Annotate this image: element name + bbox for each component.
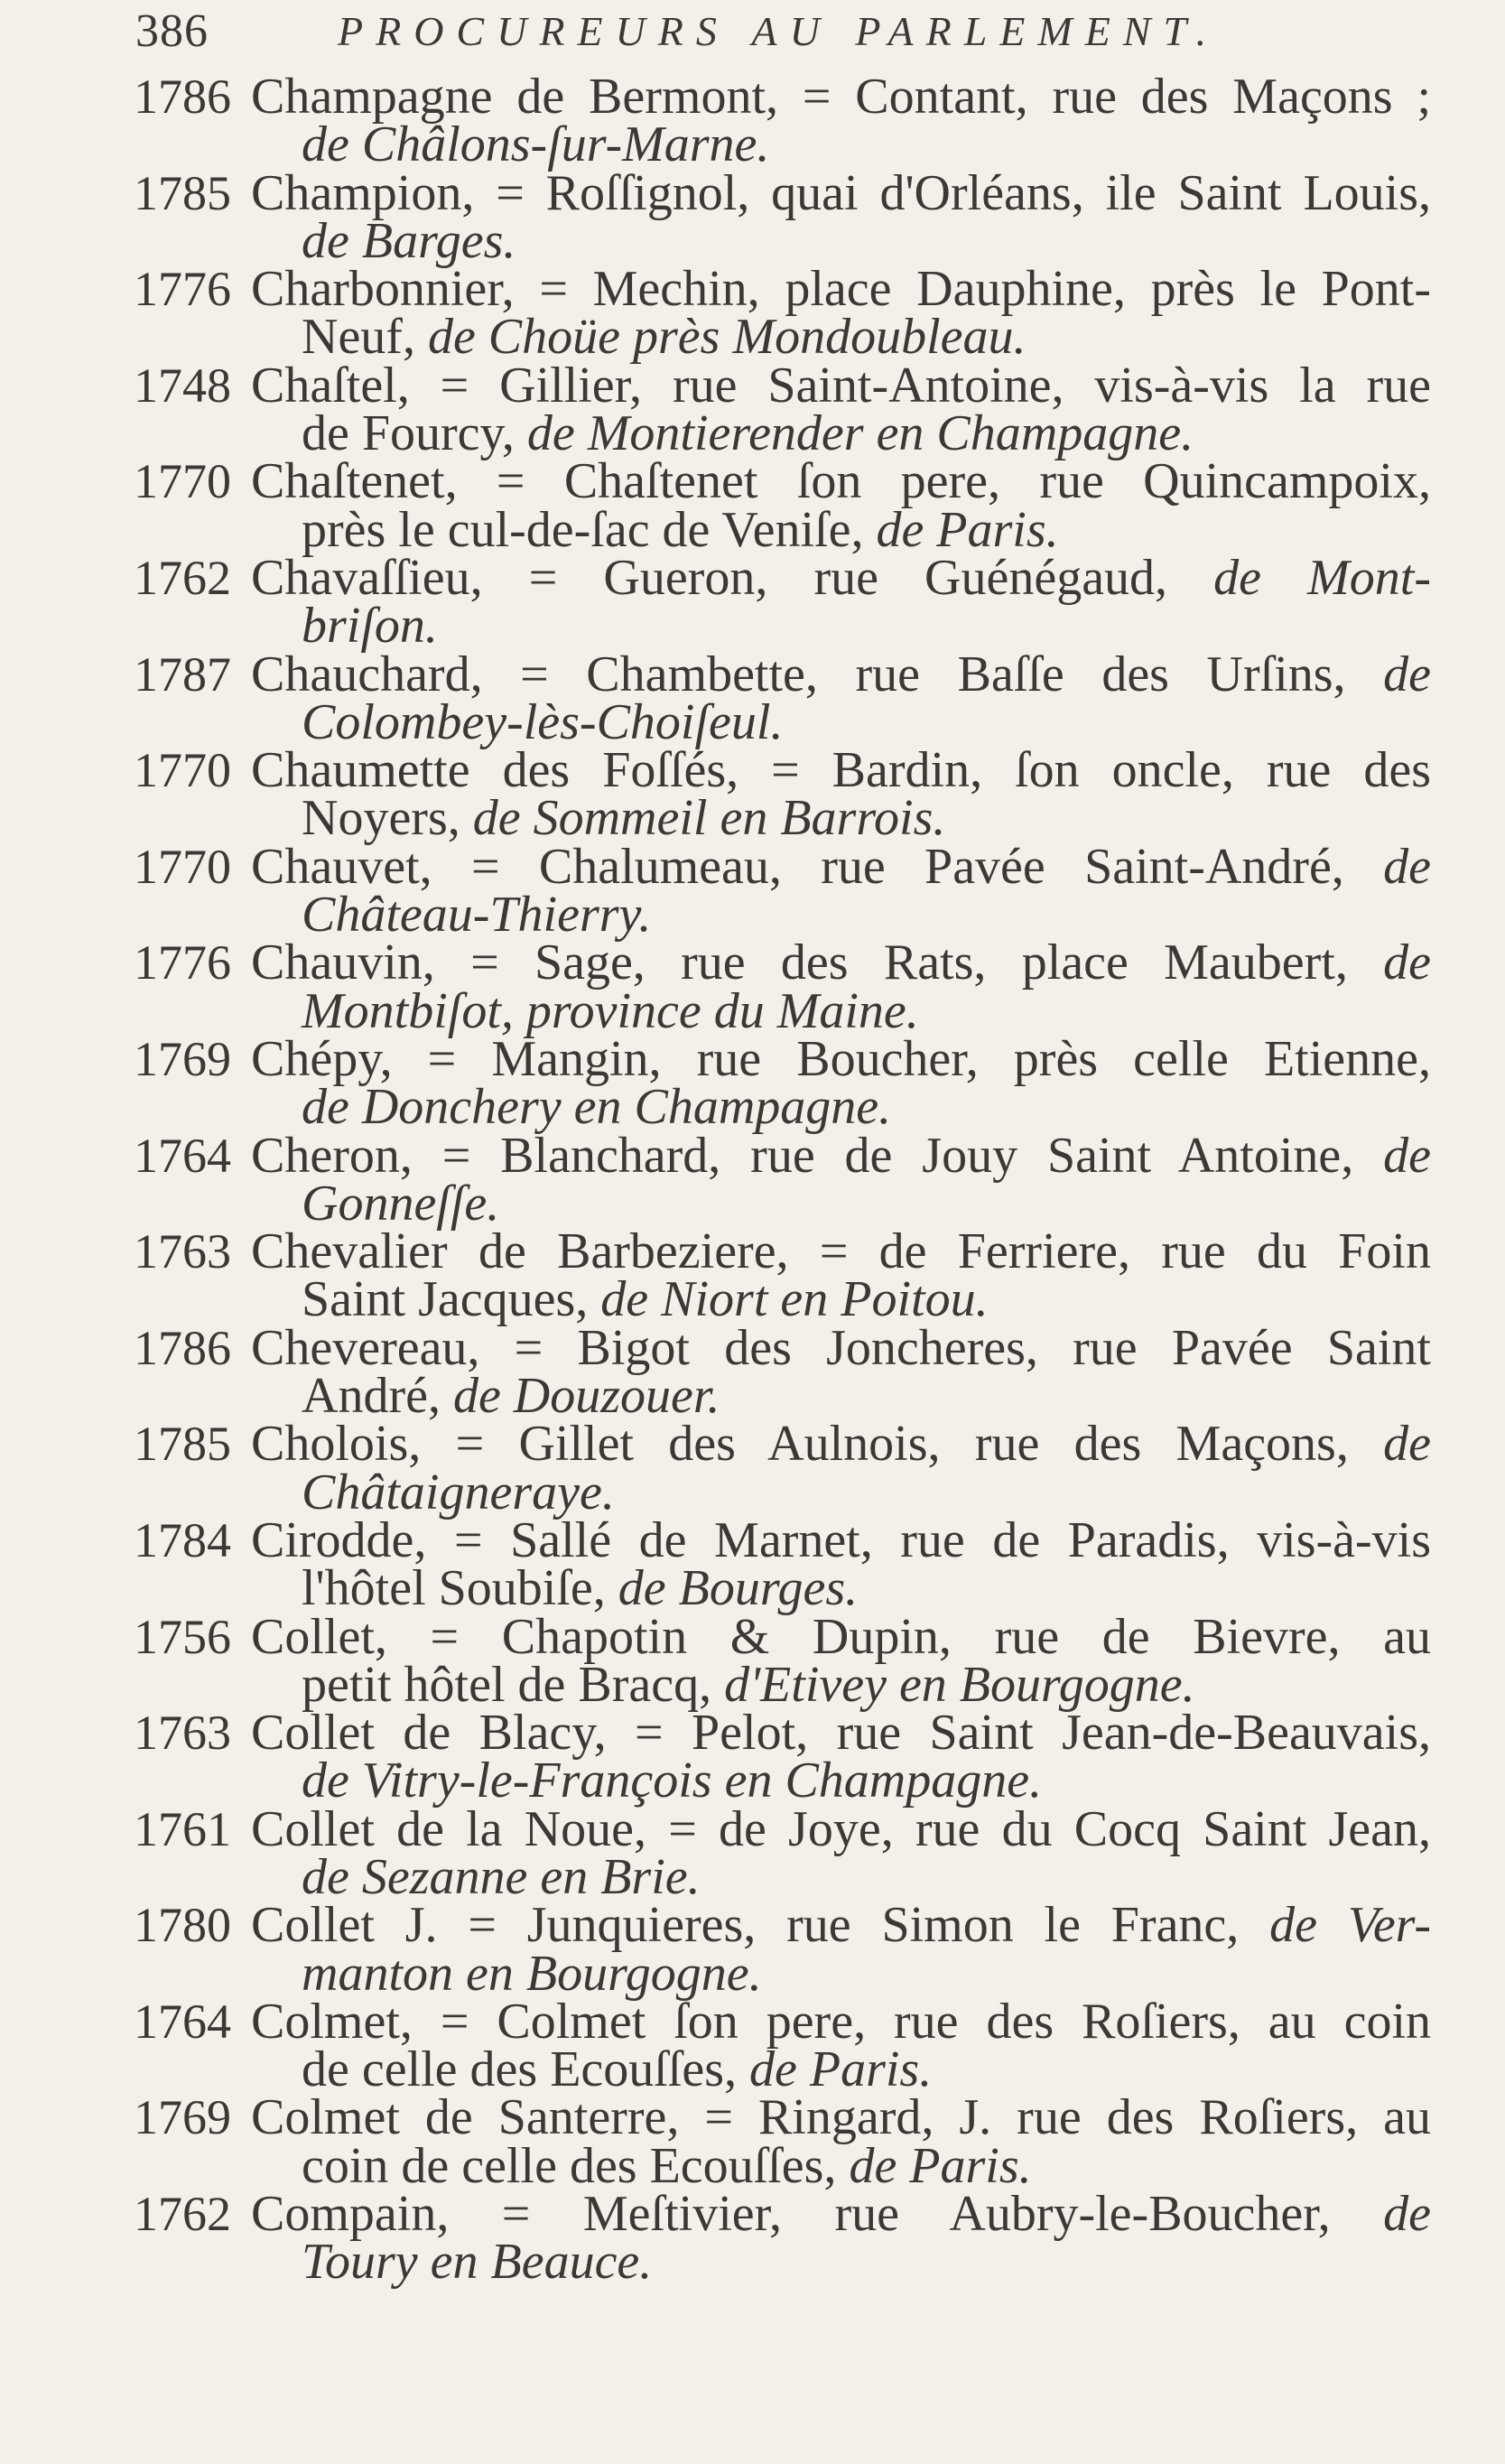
entry-line-1 xyxy=(251,742,1431,799)
entry-line-2 xyxy=(302,1945,1431,2002)
entry-origin-start: de xyxy=(1383,2186,1432,2243)
entry-line-2 xyxy=(302,598,1431,655)
admission-year: 1762 xyxy=(134,550,231,605)
entry-line-2 xyxy=(302,1368,1431,1425)
entry-line-2 xyxy=(302,405,1431,462)
entry-line-1 xyxy=(251,934,1432,991)
admission-year: 1748 xyxy=(134,358,231,413)
procureur-entry xyxy=(134,1800,1431,1905)
procureur-entry xyxy=(134,2089,1431,2194)
entry-line-1 xyxy=(251,549,1431,606)
entry-line-1 xyxy=(251,838,1431,895)
entry-origin: de Montierender en Champagne. xyxy=(526,405,1194,462)
procureur-entry xyxy=(134,1416,1432,1520)
entry-origin: Gonneſſe. xyxy=(302,1175,500,1232)
entry-line-2 xyxy=(302,2234,1431,2291)
entry-line-2 xyxy=(302,1175,1431,1232)
admission-year: 1776 xyxy=(134,935,231,990)
admission-year: 1762 xyxy=(134,2187,231,2242)
entry-line-1 xyxy=(251,1705,1431,1762)
entry-origin: de Choüe près Mondoubleau. xyxy=(427,309,1027,366)
entry-address-continued: André, xyxy=(302,1368,441,1425)
entry-line-2 xyxy=(302,1656,1431,1713)
entry-line-1 xyxy=(251,1993,1431,2050)
entry-line-1 xyxy=(251,69,1431,125)
admission-year: 1764 xyxy=(134,1994,231,2049)
entry-origin: de Bourges. xyxy=(618,1560,859,1617)
entry-name-address: Cirodde, = Sallé de Marnet, rue de Paradis, vis-à-vis xyxy=(251,1511,1431,1568)
admission-year: 1770 xyxy=(134,839,231,894)
entry-name-address: Chépy, = Mangin, rue Boucher, près celle Etienne, xyxy=(251,1030,1431,1087)
entry-line-2 xyxy=(302,2041,1431,2098)
entry-line-2 xyxy=(302,790,1431,847)
entry-origin: Toury en Beauce. xyxy=(302,2234,653,2291)
entry-name-address: Collet de la Noue, = de Joye, rue du Cocq Saint Jean, xyxy=(251,1800,1431,1857)
entry-line-2 xyxy=(302,309,1431,366)
procureur-entry xyxy=(134,1319,1431,1425)
page-number: 386 xyxy=(135,5,209,57)
entry-line-1 xyxy=(251,1800,1431,1857)
entry-origin: manton en Bourgogne. xyxy=(302,1945,762,2002)
entry-origin: Châtaigneraye. xyxy=(302,1464,615,1520)
admission-year: 1763 xyxy=(134,1224,231,1279)
entry-name-address: Charbonnier, = Mechin, place Dauphine, près le Pont- xyxy=(251,261,1431,318)
entry-name-address: Cholois, = Gillet des Aulnois, rue des Maçons, xyxy=(251,1416,1349,1473)
entry-line-1 xyxy=(251,1319,1431,1376)
entry-name-address: Chaumette des Foſſés, = Bardin, ſon oncle, rue des xyxy=(251,742,1431,799)
admission-year: 1763 xyxy=(134,1706,231,1761)
entry-origin: de Douzouer. xyxy=(452,1368,720,1425)
procureur-entry xyxy=(134,549,1431,655)
admission-year: 1770 xyxy=(134,454,231,509)
admission-year: 1784 xyxy=(134,1512,231,1567)
admission-year: 1761 xyxy=(134,1801,231,1856)
entry-origin-start: de xyxy=(1383,838,1431,895)
entry-address-continued: Noyers, xyxy=(302,790,460,847)
entry-line-1 xyxy=(251,1223,1431,1280)
entry-name-address: Champion, = Roſſignol, quai d'Orléans, ile Saint Louis, xyxy=(251,164,1431,221)
entry-name-address: Chevalier de Barbeziere, = de Ferriere, rue du Foin xyxy=(251,1223,1431,1280)
entry-line-1 xyxy=(251,261,1431,318)
entry-line-1 xyxy=(251,2186,1432,2243)
entry-name-address: Cheron, = Blanchard, rue de Jouy Saint Antoine, xyxy=(251,1127,1354,1184)
admission-year: 1787 xyxy=(134,646,231,702)
entry-origin: de Barges. xyxy=(302,212,516,269)
entry-origin: Château-Thierry. xyxy=(302,887,652,944)
entry-line-2 xyxy=(302,1079,1431,1136)
entry-origin-start: de xyxy=(1383,1416,1432,1473)
procureur-entry xyxy=(134,1705,1431,1809)
entry-line-2 xyxy=(302,1464,1431,1520)
entry-line-2 xyxy=(302,1848,1431,1905)
admission-year: 1786 xyxy=(134,1320,231,1375)
admission-year: 1780 xyxy=(134,1898,231,1953)
entry-name-address: Collet J. = Junquieres, rue Simon le Franc, xyxy=(251,1897,1240,1954)
entry-list xyxy=(134,69,1432,2291)
entry-origin: Colombey-lès-Choiſeul. xyxy=(302,693,784,750)
entry-line-1 xyxy=(251,1030,1431,1087)
entry-address-continued: de Fourcy, xyxy=(302,405,515,462)
procureur-entry xyxy=(134,742,1431,847)
admission-year: 1756 xyxy=(134,1609,231,1664)
entry-name-address: Chavaſſieu, = Gueron, rue Guénégaud, xyxy=(251,549,1168,606)
entry-origin: de Paris. xyxy=(849,2137,1032,2194)
entry-name-address: Chauchard, = Chambette, rue Baſſe des Urſins, xyxy=(251,646,1346,702)
admission-year: 1776 xyxy=(134,262,231,317)
entry-line-2 xyxy=(302,2137,1431,2194)
entry-name-address: Chaſtel, = Gillier, rue Saint-Antoine, vis-à-vis la rue xyxy=(251,357,1431,414)
entry-line-2 xyxy=(302,887,1431,944)
entry-line-1 xyxy=(251,164,1431,221)
entry-line-1 xyxy=(251,1511,1431,1568)
entry-origin: d'Etivey en Bourgogne. xyxy=(724,1656,1195,1713)
admission-year: 1786 xyxy=(134,70,231,124)
entry-line-1 xyxy=(251,646,1432,702)
procureur-entry xyxy=(134,1608,1431,1713)
entry-origin: de Paris. xyxy=(876,501,1059,558)
entry-origin: de Paris. xyxy=(749,2041,933,2098)
entry-name-address: Colmet, = Colmet ſon pere, rue des Roſiers, au coin xyxy=(251,1993,1431,2050)
entry-origin: briſon. xyxy=(302,598,438,655)
admission-year: 1769 xyxy=(134,1031,231,1086)
entry-name-address: Champagne de Bermont, = Contant, rue des Maçons ; xyxy=(251,69,1431,125)
admission-year: 1769 xyxy=(134,2090,231,2145)
procureur-entry xyxy=(134,934,1432,1039)
entry-address-continued: de celle des Ecouſſes, xyxy=(302,2041,738,2098)
entry-line-2 xyxy=(302,116,1431,173)
entry-line-2 xyxy=(302,1753,1431,1809)
admission-year: 1785 xyxy=(134,1417,231,1472)
entry-name-address: Colmet de Santerre, = Ringard, J. rue des Roſiers, au xyxy=(251,2089,1431,2146)
entry-line-1 xyxy=(251,357,1431,414)
entry-line-2 xyxy=(302,693,1431,750)
admission-year: 1770 xyxy=(134,743,231,798)
entry-line-2 xyxy=(302,501,1431,558)
entry-origin-start: de Mont- xyxy=(1213,549,1431,606)
entry-origin: de Sezanne en Brie. xyxy=(302,1848,701,1905)
entry-address-continued: Saint Jacques, xyxy=(302,1271,589,1328)
procureur-entry xyxy=(134,1223,1431,1328)
procureur-entry xyxy=(134,1511,1431,1617)
procureur-entry xyxy=(134,2186,1432,2291)
entry-name-address: Chevereau, = Bigot des Joncheres, rue Pavée Saint xyxy=(251,1319,1431,1376)
entry-line-1 xyxy=(251,1127,1432,1184)
entry-line-1 xyxy=(251,1897,1432,1954)
entry-name-address: Chauvet, = Chalumeau, rue Pavée Saint-André, xyxy=(251,838,1344,895)
procureur-entry xyxy=(134,453,1431,558)
entry-line-1 xyxy=(251,1608,1431,1665)
procureur-entry xyxy=(134,357,1431,462)
entry-name-address: Collet, = Chapotin & Dupin, rue de Bievre, au xyxy=(251,1608,1431,1665)
running-head: PROCUREURS AU PARLEMENT. xyxy=(338,8,1220,54)
entry-address-continued: coin de celle des Ecouſſes, xyxy=(302,2137,837,2194)
entry-name-address: Compain, = Meſtivier, rue Aubry-le-Boucher, xyxy=(251,2186,1331,2243)
procureur-entry xyxy=(134,164,1431,269)
admission-year: 1785 xyxy=(134,165,231,220)
entry-line-1 xyxy=(251,2089,1431,2146)
entry-origin-start: de xyxy=(1383,934,1432,991)
entry-origin: de Châlons-ſur-Marne. xyxy=(302,116,770,173)
entry-address-continued: petit hôtel de Bracq, xyxy=(302,1656,712,1713)
procureur-entry xyxy=(134,838,1431,944)
entry-origin-start: de xyxy=(1383,646,1432,702)
entry-address-continued: près le cul-de-ſac de Veniſe, xyxy=(302,501,864,558)
entry-line-2 xyxy=(302,1560,1431,1617)
entry-line-1 xyxy=(251,1416,1432,1473)
entry-origin-start: de Ver- xyxy=(1269,1897,1432,1954)
entry-line-2 xyxy=(302,982,1431,1039)
entry-origin: Montbiſot, province du Maine. xyxy=(302,982,919,1039)
entry-name-address: Chaſtenet, = Chaſtenet ſon pere, rue Quincampoix, xyxy=(251,453,1431,510)
procureur-entry xyxy=(134,1897,1432,2002)
procureur-entry xyxy=(134,69,1431,173)
procureur-entry xyxy=(134,261,1431,366)
procureur-entry xyxy=(134,1993,1431,2098)
entry-line-2 xyxy=(302,212,1431,269)
entry-line-2 xyxy=(302,1271,1431,1328)
entry-address-continued: Neuf, xyxy=(302,309,415,366)
procureur-entry xyxy=(134,1127,1432,1232)
entry-line-1 xyxy=(251,453,1431,510)
entry-origin: de Donchery en Champagne. xyxy=(302,1079,892,1136)
procureur-entry xyxy=(134,1030,1431,1136)
procureur-entry xyxy=(134,646,1432,750)
entry-name-address: Chauvin, = Sage, rue des Rats, place Maubert, xyxy=(251,934,1348,991)
entry-origin: de Sommeil en Barrois. xyxy=(472,790,946,847)
entry-origin-start: de xyxy=(1383,1127,1432,1184)
entry-origin: de Niort en Poitou. xyxy=(600,1271,989,1328)
entry-address-continued: l'hôtel Soubiſe, xyxy=(302,1560,606,1617)
entry-origin: de Vitry-le-François en Champagne. xyxy=(302,1753,1043,1809)
admission-year: 1764 xyxy=(134,1128,231,1183)
entry-name-address: Collet de Blacy, = Pelot, rue Saint Jean-de-Beauvais, xyxy=(251,1705,1431,1762)
